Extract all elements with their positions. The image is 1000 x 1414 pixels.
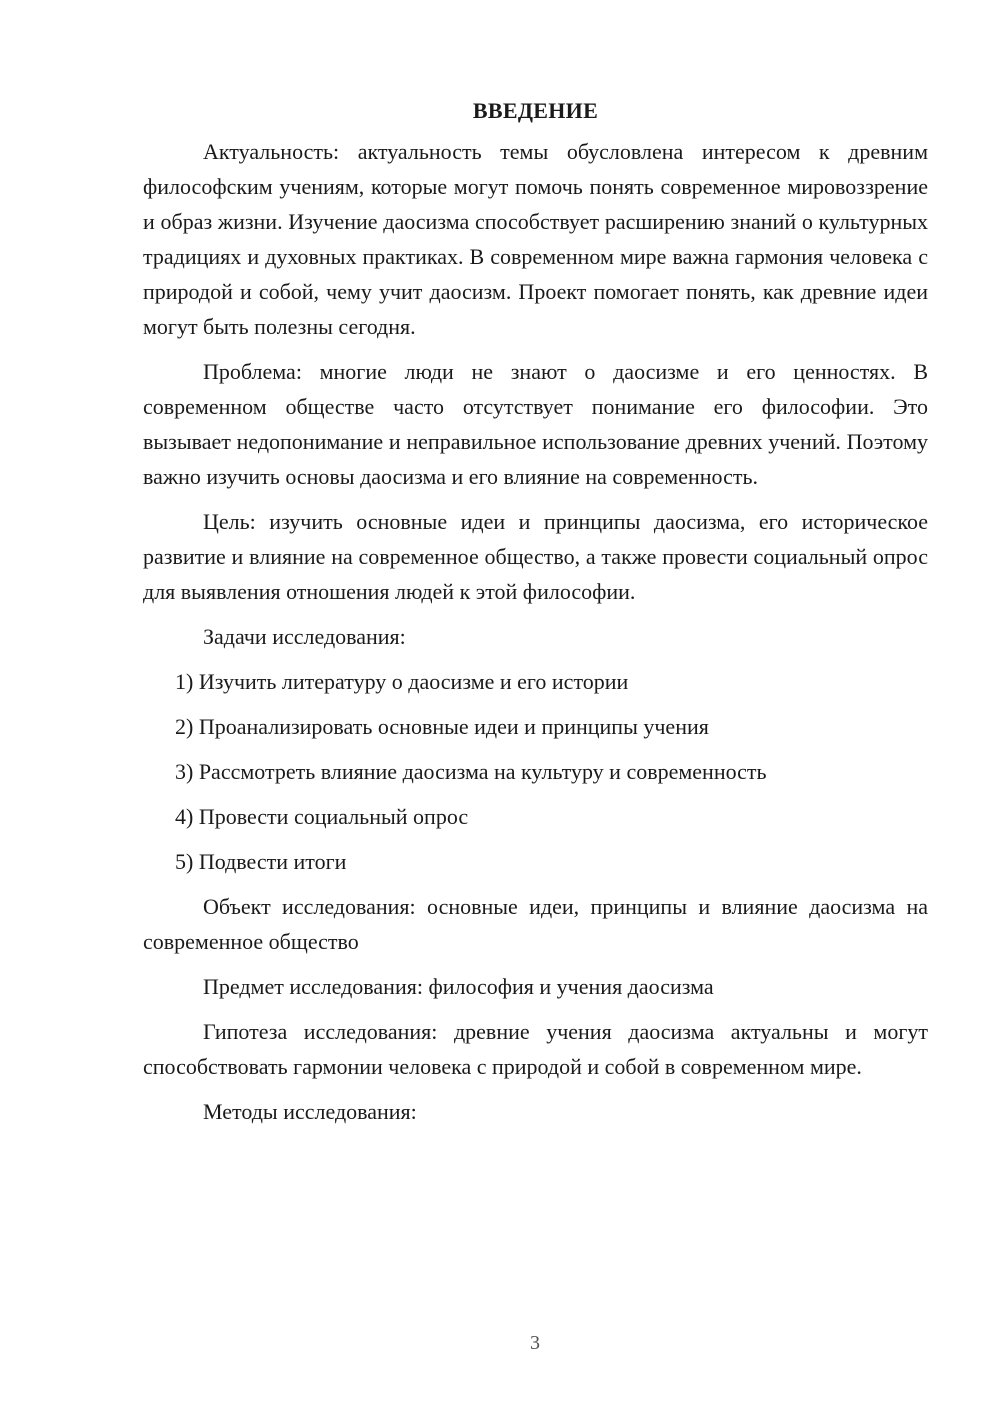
page-title: ВВЕДЕНИЕ [472,98,599,123]
page-number: 3 [530,1332,540,1354]
list-item: 5) Подвести итоги [175,849,347,874]
hypothesis-paragraph: Гипотеза исследования: древние учения даосизма актуальны и могут способствовать гармонии человека с природой и собой в современном мире. [143,1019,928,1079]
problem-paragraph: Проблема: многие люди не знают о даосизме и его ценностях. В современном обществе часто отсутствует понимание его философии. Это вызывает недопонимание и неправильное использование древних учений. Поэтому важно изучить основы даосизма и его влияние на современность. [143,359,928,489]
relevance-paragraph: Актуальность: актуальность темы обусловлена интересом к древним философским учениям, которые могут помочь понять современное мировоззрение и образ жизни. Изучение даосизма способствует расширению знаний о культурных традициях и духовных практиках. В современном мире важна гармония человека с природой и собой, чему учит даосизм. Проект помогает понять, как древние идеи могут быть полезны сегодня. [143,139,928,339]
list-item: 3) Рассмотреть влияние даосизма на культуру и современность [175,759,767,784]
methods-title: Методы исследования: [203,1099,417,1124]
object-paragraph: Объект исследования: основные идеи, принципы и влияние даосизма на современное общество [143,894,928,954]
list-item: 2) Проанализировать основные идеи и принципы учения [175,714,709,739]
tasks-title: Задачи исследования: [203,624,406,649]
document-page [143,93,928,1139]
tasks-list [143,664,928,879]
subject-paragraph: Предмет исследования: философия и учения даосизма [203,974,714,999]
list-item: 1) Изучить литературу о даосизме и его истории [175,669,629,694]
goal-paragraph: Цель: изучить основные идеи и принципы даосизма, его историческое развитие и влияние на современное общество, а также провести социальный опрос для выявления отношения людей к этой философии. [143,509,928,604]
list-item: 4) Провести социальный опрос [175,804,469,829]
